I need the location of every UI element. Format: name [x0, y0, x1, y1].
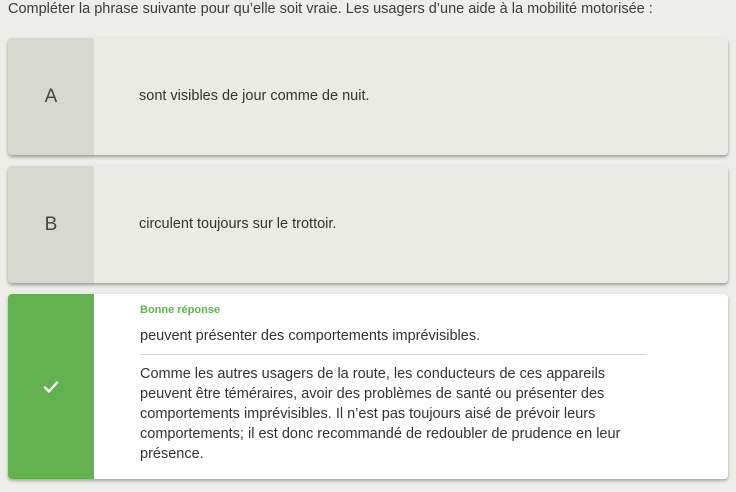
correct-indicator-column [8, 294, 94, 479]
correct-answer-label: Bonne réponse [140, 304, 221, 316]
divider [140, 354, 646, 355]
question-text: Compléter la phrase suivante pour qu’elle soit vraie. Les usagers d’une aide à la mobilité motorisée : [8, 1, 653, 17]
answer-explanation: Comme les autres usagers de la route, les conducteurs de ces appareils peuvent être téméraires, avoir des problèmes de santé ou présenter des comportements imprévisibles. Il n’est pas toujours aisé de prévoir leurs comportements; il est donc recommandé de redoubler de prudence en leur présence. [140, 366, 621, 462]
option-letter-column [8, 166, 94, 283]
answer-option-b[interactable] [8, 166, 728, 283]
answer-option-a[interactable] [8, 38, 728, 155]
answer-option-c-correct[interactable] [8, 294, 728, 479]
option-text: circulent toujours sur le trottoir. [139, 216, 337, 232]
option-text: sont visibles de jour comme de nuit. [139, 88, 370, 104]
option-letter: A [44, 85, 58, 107]
option-text: peuvent présenter des comportements imprévisibles. [140, 328, 481, 344]
option-letter-column [8, 38, 94, 155]
checkmark-icon [42, 378, 60, 396]
option-letter: B [44, 213, 58, 235]
